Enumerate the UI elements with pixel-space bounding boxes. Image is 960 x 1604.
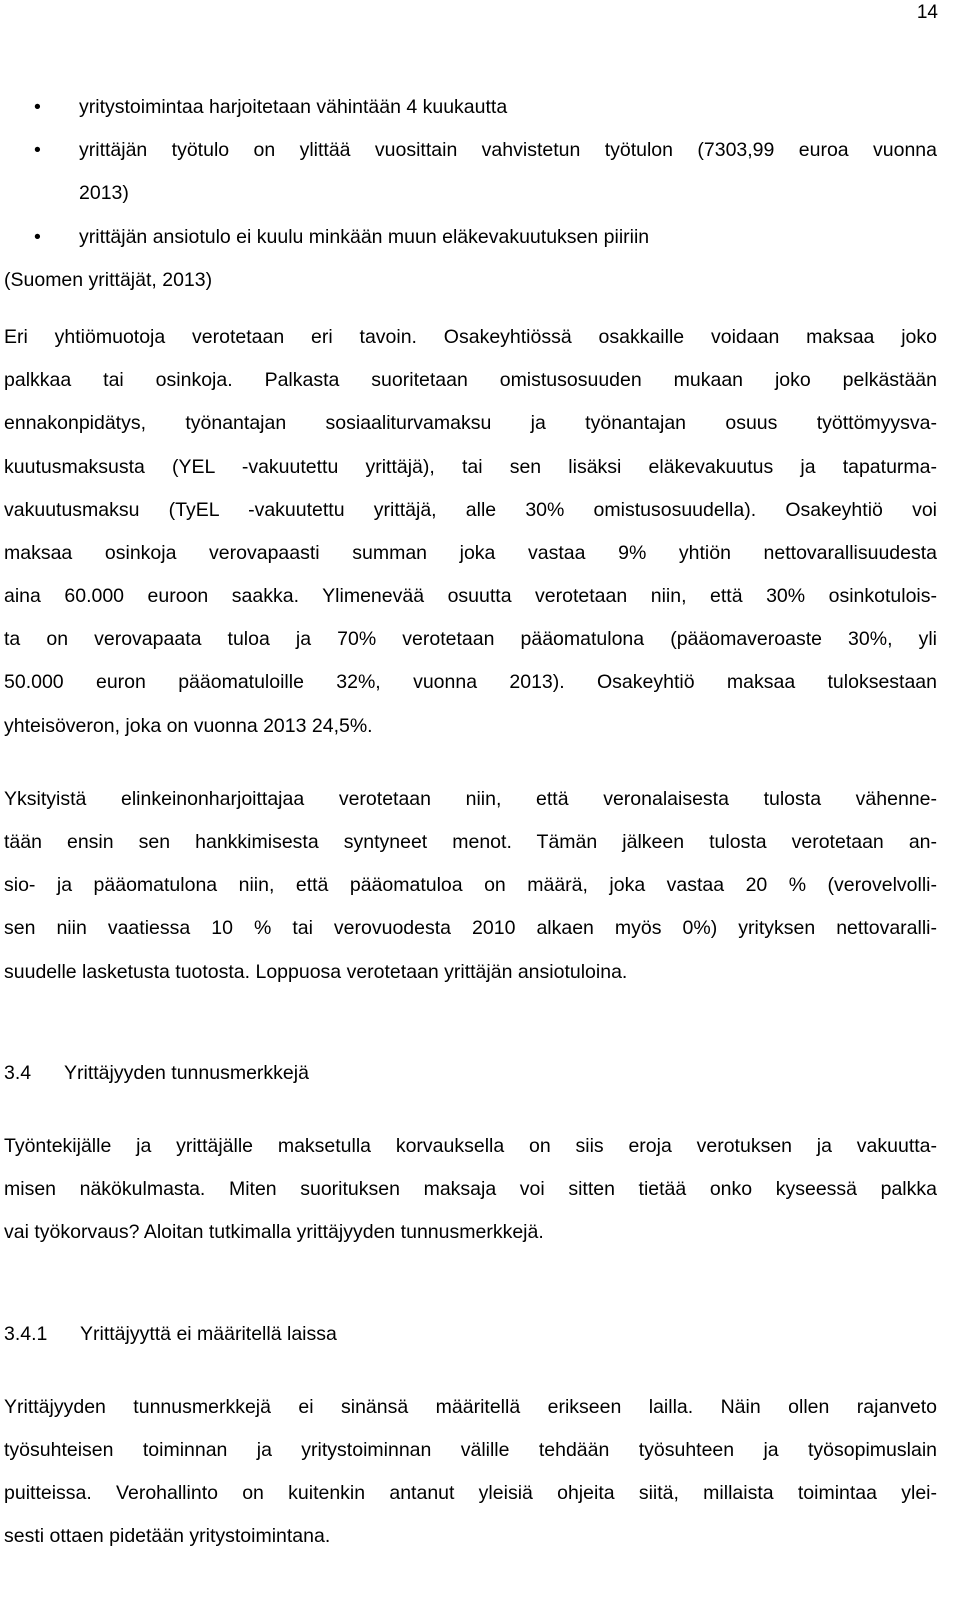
- section-title: Yrittäjyyden tunnusmerkkejä: [64, 1061, 309, 1084]
- text-line: sesti ottaen pidetään yritystoimintana.: [4, 1525, 331, 1548]
- source-citation: (Suomen yrittäjät, 2013): [4, 268, 213, 291]
- section-number: 3.4.1: [4, 1322, 48, 1345]
- text-line: sen niin vaatiessa 10 % tai verovuodesta 2010 alkaen myös 0%) yrityksen nettovaralli-: [4, 917, 937, 940]
- bullet-icon: •: [34, 139, 41, 162]
- text-line: tään ensin sen hankkimisesta syntyneet menot. Tämän jälkeen tulosta verotetaan an-: [4, 831, 937, 853]
- text-line: työsuhteisen toiminnan ja yritystoiminnan välille tehdään työsuhteen ja työsopimuslain: [4, 1438, 937, 1461]
- section-heading: [4, 1052, 937, 1095]
- list-item: [4, 216, 937, 259]
- text-line: puitteissa. Verohallinto on kuitenkin antanut yleisiä ohjeita siitä, millaista toimintaa ylei-: [4, 1482, 937, 1505]
- text-line: Yksityistä elinkeinonharjoittajaa verotetaan niin, että veronalaisesta tulosta vähenne-: [4, 787, 937, 810]
- paragraph-taxation: [4, 316, 937, 748]
- text-line: maksaa osinkoja verovapaasti summan joka vastaa 9% yhtiön nettovarallisuudesta: [4, 541, 937, 564]
- bullet-text: yrittäjän työtulo on ylittää vuosittain vahvistetun työtulon (7303,99 euroa vuonna: [79, 139, 937, 162]
- bullet-text: 2013): [79, 182, 129, 205]
- text-line: Työntekijälle ja yrittäjälle maksetulla korvauksella on siis eroja verotuksen ja vakuutta-: [4, 1134, 937, 1157]
- list-item: [4, 129, 937, 172]
- list-item: [4, 86, 937, 129]
- bullet-text: yrittäjän ansiotulo ei kuulu minkään muun eläkevakuutuksen piiriin: [79, 225, 650, 248]
- paragraph-sole-trader: [4, 778, 937, 994]
- text-line: sio- ja pääomatulona niin, että pääomatuloa on määrä, joka vastaa 20 % (verovelvolli-: [4, 874, 937, 897]
- text-line: ta on verovapaata tuloa ja 70% verotetaan pääomatulona (pääomaveroaste 30%, yli: [4, 628, 937, 651]
- bullet-text: yritystoimintaa harjoitetaan vähintään 4 kuukautta: [79, 96, 508, 118]
- text-line: palkkaa tai osinkoja. Palkasta suoritetaan omistusosuuden mukaan joko pelkästään: [4, 369, 937, 392]
- text-line: vai työkorvaus? Aloitan tutkimalla yrittäjyyden tunnusmerkkejä.: [4, 1221, 544, 1244]
- paragraph-compensation: [4, 1125, 937, 1255]
- list-item-continuation: [4, 172, 937, 215]
- bullet-list: [4, 86, 937, 259]
- text-line: Eri yhtiömuotoja verotetaan eri tavoin. Osakeyhtiössä osakkaille voidaan maksaa joko: [4, 325, 937, 348]
- text-line: kuutusmaksusta (YEL -vakuutettu yrittäjä), tai sen lisäksi eläkevakuutus ja tapaturma-: [4, 455, 937, 478]
- section-title: Yrittäjyyttä ei määritellä laissa: [80, 1322, 337, 1345]
- page-number: 14: [916, 2, 938, 23]
- bullet-icon: •: [34, 225, 41, 248]
- document-body: [4, 86, 937, 1558]
- text-line: 50.000 euron pääomatuloille 32%, vuonna 2013). Osakeyhtiö maksaa tuloksestaan: [4, 671, 937, 694]
- text-line: suudelle lasketusta tuotosta. Loppuosa verotetaan yrittäjän ansiotuloina.: [4, 960, 628, 983]
- bullet-icon: •: [34, 96, 41, 118]
- text-line: vakuutusmaksu (TyEL -vakuutettu yrittäjä, alle 30% omistusosuudella). Osakeyhtiö voi: [4, 498, 937, 521]
- section-number: 3.4: [4, 1061, 32, 1084]
- text-line: ennakonpidätys, työnantajan sosiaaliturvamaksu ja työnantajan osuus työttömyysva-: [4, 412, 937, 435]
- text-line: yhteisöveron, joka on vuonna 2013 24,5%.: [4, 714, 373, 737]
- text-line: Yrittäjyyden tunnusmerkkejä ei sinänsä määritellä erikseen lailla. Näin ollen rajanveto: [4, 1395, 937, 1418]
- text-line: aina 60.000 euroon saakka. Ylimenevää osuutta verotetaan niin, että 30% osinkotulois-: [4, 585, 937, 608]
- subsection-heading: [4, 1313, 937, 1356]
- paragraph-definition: [4, 1386, 937, 1559]
- text-line: misen näkökulmasta. Miten suorituksen maksaja voi sitten tietää onko kyseessä palkka: [4, 1178, 937, 1201]
